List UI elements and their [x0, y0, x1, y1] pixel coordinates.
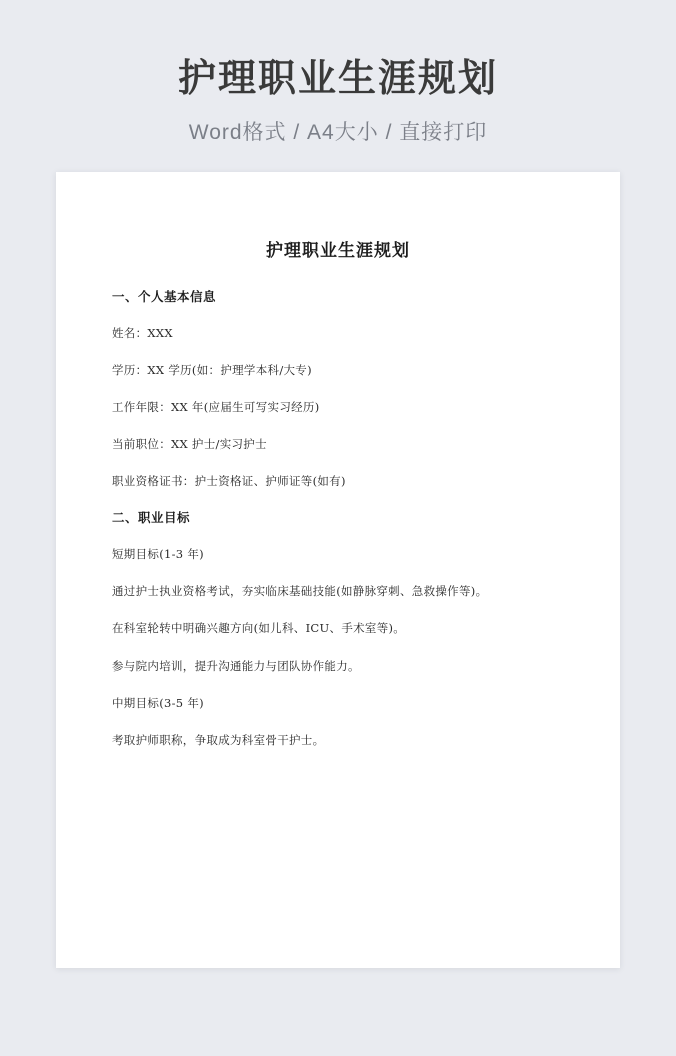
section-paragraph: 当前职位：XX 护士/实习护士: [112, 436, 267, 451]
banner-subtitle: Word格式 / A4大小 / 直接打印: [188, 120, 488, 144]
section-paragraph: 考取护师职称，争取成为科室骨干护士。: [112, 732, 325, 747]
section-paragraph: 学历：XX 学历(如：护理学本科/大专): [112, 362, 312, 377]
promo-banner: [0, 0, 676, 146]
section-heading: 一、个人基本信息: [112, 288, 217, 304]
section-paragraph: 工作年限：XX 年(应届生可写实习经历): [112, 399, 320, 414]
section-paragraph: 职业资格证书：护士资格证、护师证等(如有): [112, 474, 346, 488]
banner-title: 护理职业生涯规划: [177, 58, 498, 100]
section-heading: 二、职业目标: [112, 510, 191, 526]
section-paragraph: 参与院内培训，提升沟通能力与团队协作能力。: [112, 658, 360, 673]
document-section-career-goals: [112, 508, 564, 750]
document-preview[interactable]: [56, 172, 620, 968]
section-paragraph: 姓名：XXX: [112, 325, 173, 340]
section-paragraph: 在科室轮转中明确兴趣方向(如儿科、ICU、手术室等)。: [112, 621, 406, 636]
section-paragraph: 通过护士执业资格考试，夯实临床基础技能(如静脉穿刺、急救操作等)。: [112, 584, 488, 599]
section-paragraph: 中期目标(3-5 年): [112, 695, 204, 710]
document-section-personal-info: [112, 287, 564, 492]
document-title: 护理职业生涯规划: [266, 240, 410, 261]
section-paragraph: 短期目标(1-3 年): [112, 547, 204, 562]
